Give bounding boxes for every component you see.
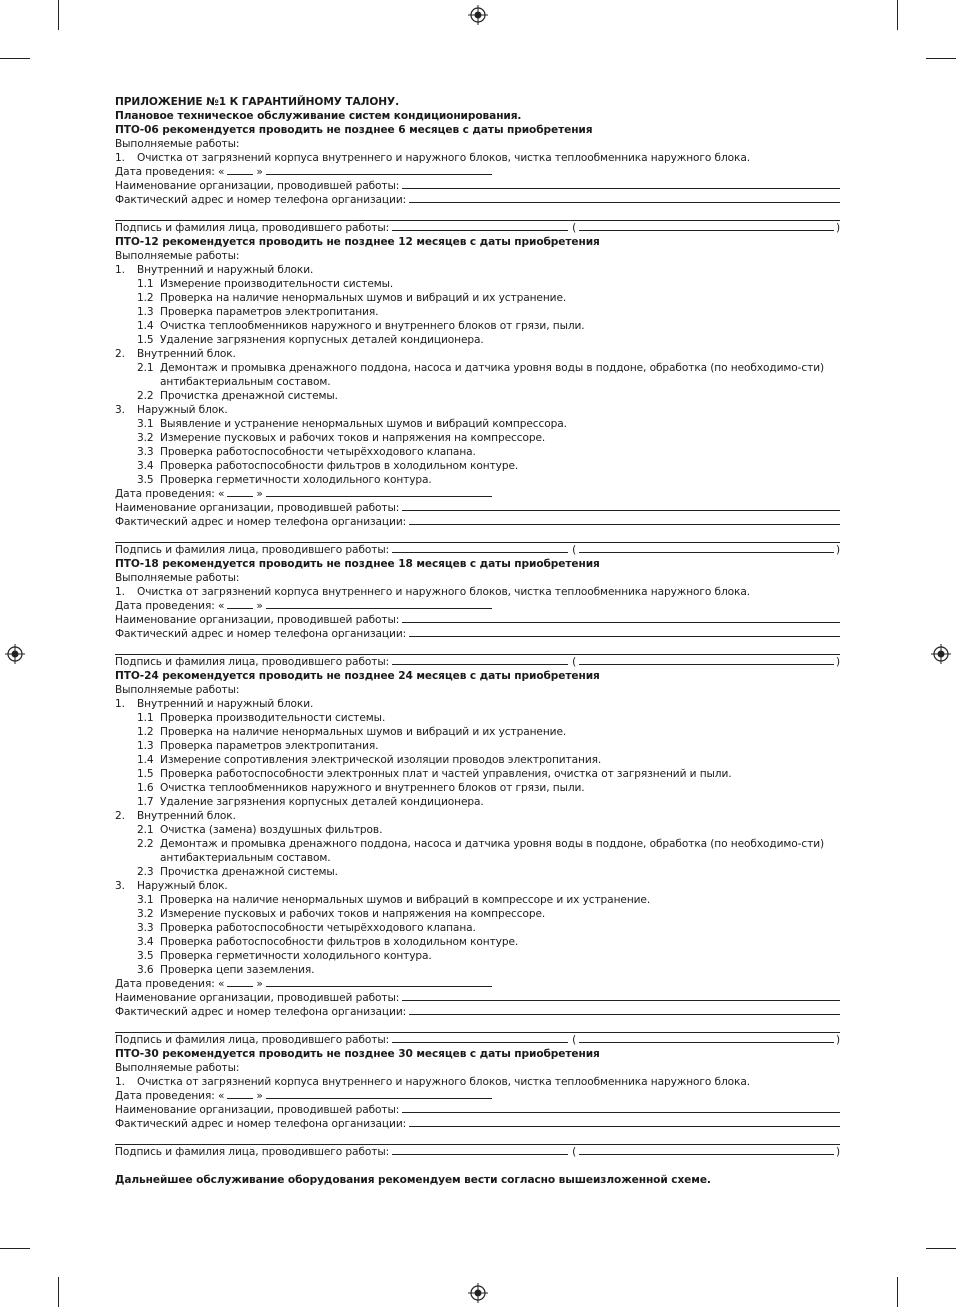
section-heading: ПТО-06 рекомендуется проводить не позднее 6 месяцев с даты приобретения (115, 124, 593, 136)
registration-mark-icon (931, 644, 951, 664)
sub-list-item (115, 823, 840, 837)
date-label: Дата проведения: « (115, 1090, 225, 1102)
date-label: Дата проведения: « (115, 600, 225, 612)
sub-list-item (115, 767, 840, 781)
service-section (115, 557, 840, 669)
close-paren: ) (835, 1146, 840, 1158)
name-field[interactable] (579, 655, 834, 665)
open-paren: ( (572, 544, 577, 556)
signature-field[interactable] (392, 221, 568, 231)
sub-list-item (115, 781, 840, 795)
address-field[interactable] (409, 1117, 840, 1127)
date-month-year-field[interactable] (266, 1089, 492, 1099)
org-field[interactable] (402, 1103, 840, 1113)
org-field[interactable] (402, 991, 840, 1001)
sub-item-text: Демонтаж и промывка дренажного поддона, насоса и датчика уровня воды в поддоне, обработка (по необходимо-сти) антибактериальным составом. (160, 362, 825, 388)
sub-list-item (115, 935, 840, 949)
works-label: Выполняемые работы: (115, 572, 240, 584)
sub-item-text: Проверка производительности системы. (160, 712, 386, 724)
sub-item-number: 3.6 (137, 964, 154, 976)
org-field[interactable] (402, 179, 840, 189)
service-section (115, 123, 840, 235)
signature-row (115, 655, 840, 669)
list-item (115, 151, 840, 165)
address-row (115, 1005, 840, 1019)
sub-list-item (115, 837, 840, 865)
sub-item-number: 3.1 (137, 894, 154, 906)
service-section (115, 1047, 840, 1159)
sub-item-text: Проверка работоспособности фильтров в холодильном контуре. (160, 460, 519, 472)
address-row (115, 193, 840, 207)
signature-label: Подпись и фамилия лица, проводившего работы: (115, 1034, 390, 1046)
section-heading: ПТО-30 рекомендуется проводить не позднее 30 месяцев с даты приобретения (115, 1048, 600, 1060)
name-field[interactable] (579, 1033, 834, 1043)
sub-item-text: Проверка герметичности холодильного контура. (160, 474, 432, 486)
sub-list-item (115, 333, 840, 347)
address-field[interactable] (409, 627, 840, 637)
signature-label: Подпись и фамилия лица, проводившего работы: (115, 222, 390, 234)
sub-item-text: Выявление и устранение ненормальных шумов и вибраций компрессора. (160, 418, 567, 430)
sub-item-text: Проверка работоспособности четырёхходового клапана. (160, 922, 476, 934)
list-item-text: Внутренний и наружный блоки. (137, 264, 314, 276)
crop-mark (926, 1248, 956, 1249)
service-section (115, 235, 840, 557)
sub-item-text: Измерение пусковых и рабочих токов и напряжения на компрессоре. (160, 908, 546, 920)
sub-list-item (115, 865, 840, 879)
sub-item-text: Удаление загрязнения корпусных деталей кондиционера. (160, 796, 484, 808)
page-title: ПРИЛОЖЕНИЕ №1 К ГАРАНТИЙНОМУ ТАЛОНУ. (115, 96, 400, 108)
address-field[interactable] (409, 515, 840, 525)
list-item-number: 1. (115, 698, 125, 710)
address-label: Фактический адрес и номер телефона организации: (115, 1006, 407, 1018)
sub-item-number: 1.2 (137, 726, 154, 738)
footer-note: Дальнейшее обслуживание оборудования рекомендуем вести согласно вышеизложенной схеме. (115, 1174, 711, 1186)
list-item-text: Внутренний блок. (137, 810, 236, 822)
signature-row (115, 221, 840, 235)
name-field[interactable] (579, 1145, 834, 1155)
date-label: Дата проведения: « (115, 166, 225, 178)
sub-item-text: Проверка на наличие ненормальных шумов и вибраций и их устранение. (160, 726, 567, 738)
org-row (115, 501, 840, 515)
sub-item-text: Демонтаж и промывка дренажного поддона, насоса и датчика уровня воды в поддоне, обработка (по необходимо-сти) антибактериальным составом. (160, 838, 825, 864)
close-paren: ) (835, 544, 840, 556)
sub-list-item (115, 907, 840, 921)
org-row (115, 613, 840, 627)
sub-list-item (115, 431, 840, 445)
section-heading: ПТО-24 рекомендуется проводить не позднее 24 месяцев с даты приобретения (115, 670, 600, 682)
sub-list-item (115, 921, 840, 935)
date-day-field[interactable] (227, 165, 253, 175)
open-paren: ( (572, 1034, 577, 1046)
date-quote: » (256, 166, 263, 178)
address-label: Фактический адрес и номер телефона организации: (115, 516, 407, 528)
date-label: Дата проведения: « (115, 978, 225, 990)
list-item (115, 809, 840, 823)
date-quote: » (256, 488, 263, 500)
sub-list-item (115, 319, 840, 333)
org-row (115, 179, 840, 193)
date-row (115, 599, 840, 613)
sub-item-number: 3.2 (137, 432, 154, 444)
section-heading: ПТО-18 рекомендуется проводить не позднее 18 месяцев с даты приобретения (115, 558, 600, 570)
sub-item-text: Проверка цепи заземления. (160, 964, 315, 976)
works-label: Выполняемые работы: (115, 138, 240, 150)
list-item-number: 2. (115, 348, 125, 360)
sub-list-item (115, 725, 840, 739)
sub-list-item (115, 753, 840, 767)
sub-item-number: 1.4 (137, 320, 154, 332)
sub-item-number: 1.5 (137, 768, 154, 780)
signature-field[interactable] (392, 543, 568, 553)
date-quote: » (256, 1090, 263, 1102)
sub-item-number: 3.4 (137, 936, 154, 948)
sub-item-number: 1.1 (137, 712, 154, 724)
sub-item-number: 3.5 (137, 474, 154, 486)
address-field[interactable] (409, 193, 840, 203)
list-item-number: 3. (115, 880, 125, 892)
open-paren: ( (572, 222, 577, 234)
sub-list-item (115, 291, 840, 305)
registration-mark-icon (468, 1283, 488, 1303)
sub-item-number: 3.5 (137, 950, 154, 962)
org-row (115, 1103, 840, 1117)
crop-mark (897, 1277, 898, 1307)
sub-list-item (115, 361, 840, 389)
name-field[interactable] (579, 221, 834, 231)
works-label: Выполняемые работы: (115, 684, 240, 696)
registration-mark-icon (5, 644, 25, 664)
sub-item-number: 1.3 (137, 740, 154, 752)
list-item-text: Очистка от загрязнений корпуса внутреннего и наружного блоков, чистка теплообменника наружного блока. (137, 1076, 750, 1088)
signature-label: Подпись и фамилия лица, проводившего работы: (115, 1146, 390, 1158)
sub-item-number: 1.2 (137, 292, 154, 304)
works-label: Выполняемые работы: (115, 1062, 240, 1074)
list-item (115, 879, 840, 893)
address-label: Фактический адрес и номер телефона организации: (115, 628, 407, 640)
sub-list-item (115, 445, 840, 459)
sub-item-text: Измерение сопротивления электрической изоляции проводов электропитания. (160, 754, 602, 766)
signature-row (115, 1033, 840, 1047)
sub-item-text: Проверка работоспособности четырёхходового клапана. (160, 446, 476, 458)
sub-list-item (115, 305, 840, 319)
sub-list-item (115, 459, 840, 473)
address-field-continued[interactable] (115, 207, 840, 221)
signature-field[interactable] (392, 1145, 568, 1155)
sub-item-text: Измерение производительности системы. (160, 278, 394, 290)
date-month-year-field[interactable] (266, 487, 492, 497)
name-field[interactable] (579, 543, 834, 553)
sub-item-number: 2.1 (137, 824, 154, 836)
sub-item-text: Проверка работоспособности электронных плат и частей управления, очистка от загрязнений и пыли. (160, 768, 732, 780)
close-paren: ) (835, 222, 840, 234)
address-field[interactable] (409, 1005, 840, 1015)
list-item-text: Очистка от загрязнений корпуса внутреннего и наружного блоков, чистка теплообменника наружного блока. (137, 586, 750, 598)
sub-item-number: 2.3 (137, 866, 154, 878)
sub-item-number: 1.1 (137, 278, 154, 290)
org-label: Наименование организации, проводившей работы: (115, 1104, 400, 1116)
date-label: Дата проведения: « (115, 488, 225, 500)
sub-item-number: 3.4 (137, 460, 154, 472)
crop-mark (0, 1248, 30, 1249)
date-row (115, 1089, 840, 1103)
crop-mark (58, 0, 59, 30)
address-field-continued[interactable] (115, 1131, 840, 1145)
signature-row (115, 543, 840, 557)
list-item-number: 1. (115, 152, 125, 164)
list-item-text: Внутренний блок. (137, 348, 236, 360)
sub-item-number: 1.5 (137, 334, 154, 346)
crop-mark (58, 1277, 59, 1307)
sections (115, 123, 840, 1159)
org-field[interactable] (402, 613, 840, 623)
signature-label: Подпись и фамилия лица, проводившего работы: (115, 656, 390, 668)
list-item (115, 585, 840, 599)
sub-list-item (115, 795, 840, 809)
sub-item-number: 1.3 (137, 306, 154, 318)
signature-label: Подпись и фамилия лица, проводившего работы: (115, 544, 390, 556)
date-row (115, 977, 840, 991)
sub-item-text: Очистка (замена) воздушных фильтров. (160, 824, 383, 836)
org-label: Наименование организации, проводившей работы: (115, 180, 400, 192)
date-month-year-field[interactable] (266, 165, 492, 175)
sub-item-number: 1.4 (137, 754, 154, 766)
crop-mark (897, 0, 898, 30)
address-row (115, 627, 840, 641)
date-month-year-field[interactable] (266, 599, 492, 609)
list-item-text: Очистка от загрязнений корпуса внутреннего и наружного блоков, чистка теплообменника наружного блока. (137, 152, 750, 164)
list-item-number: 1. (115, 264, 125, 276)
open-paren: ( (572, 656, 577, 668)
close-paren: ) (835, 656, 840, 668)
sub-list-item (115, 473, 840, 487)
list-item-number: 3. (115, 404, 125, 416)
date-row (115, 487, 840, 501)
date-day-field[interactable] (227, 599, 253, 609)
list-item-number: 1. (115, 1076, 125, 1088)
sub-item-number: 1.7 (137, 796, 154, 808)
list-item (115, 347, 840, 361)
sub-item-text: Прочистка дренажной системы. (160, 390, 338, 402)
date-quote: » (256, 978, 263, 990)
org-row (115, 991, 840, 1005)
list-item-text: Наружный блок. (137, 880, 228, 892)
sub-item-text: Проверка параметров электропитания. (160, 306, 379, 318)
sub-list-item (115, 417, 840, 431)
date-month-year-field[interactable] (266, 977, 492, 987)
org-field[interactable] (402, 501, 840, 511)
address-row (115, 1117, 840, 1131)
sub-item-number: 2.1 (137, 362, 154, 374)
address-label: Фактический адрес и номер телефона организации: (115, 1118, 407, 1130)
sub-item-text: Проверка герметичности холодильного контура. (160, 950, 432, 962)
date-row (115, 165, 840, 179)
section-heading: ПТО-12 рекомендуется проводить не позднее 12 месяцев с даты приобретения (115, 236, 600, 248)
sub-item-number: 2.2 (137, 390, 154, 402)
sub-item-number: 1.6 (137, 782, 154, 794)
sub-item-text: Очистка теплообменников наружного и внутреннего блоков от грязи, пыли. (160, 782, 585, 794)
sub-item-text: Измерение пусковых и рабочих токов и напряжения на компрессоре. (160, 432, 546, 444)
works-label: Выполняемые работы: (115, 250, 240, 262)
service-section (115, 669, 840, 1047)
open-paren: ( (572, 1146, 577, 1158)
list-item (115, 697, 840, 711)
crop-mark (0, 58, 30, 59)
address-row (115, 515, 840, 529)
crop-mark (926, 58, 956, 59)
date-day-field[interactable] (227, 1089, 253, 1099)
date-day-field[interactable] (227, 977, 253, 987)
date-day-field[interactable] (227, 487, 253, 497)
address-field-continued[interactable] (115, 529, 840, 543)
document-body (115, 95, 840, 1187)
sub-item-number: 3.3 (137, 922, 154, 934)
list-item-number: 2. (115, 810, 125, 822)
sub-list-item (115, 277, 840, 291)
org-label: Наименование организации, проводившей работы: (115, 502, 400, 514)
sub-item-number: 3.2 (137, 908, 154, 920)
org-label: Наименование организации, проводившей работы: (115, 614, 400, 626)
sub-item-text: Очистка теплообменников наружного и внутреннего блоков от грязи, пыли. (160, 320, 585, 332)
sub-item-text: Удаление загрязнения корпусных деталей кондиционера. (160, 334, 484, 346)
address-field-continued[interactable] (115, 641, 840, 655)
list-item (115, 263, 840, 277)
signature-field[interactable] (392, 1033, 568, 1043)
sub-list-item (115, 949, 840, 963)
sub-item-text: Прочистка дренажной системы. (160, 866, 338, 878)
address-label: Фактический адрес и номер телефона организации: (115, 194, 407, 206)
list-item (115, 1075, 840, 1089)
sub-item-text: Проверка на наличие ненормальных шумов и вибраций в компрессоре и их устранение. (160, 894, 651, 906)
sub-item-text: Проверка работоспособности фильтров в холодильном контуре. (160, 936, 519, 948)
address-field-continued[interactable] (115, 1019, 840, 1033)
page-subtitle: Плановое техническое обслуживание систем кондиционирования. (115, 110, 522, 122)
list-item-text: Наружный блок. (137, 404, 228, 416)
list-item-text: Внутренний и наружный блоки. (137, 698, 314, 710)
org-label: Наименование организации, проводившей работы: (115, 992, 400, 1004)
list-item (115, 403, 840, 417)
sub-list-item (115, 711, 840, 725)
sub-item-number: 2.2 (137, 838, 154, 850)
sub-list-item (115, 963, 840, 977)
list-item-number: 1. (115, 586, 125, 598)
sub-list-item (115, 893, 840, 907)
sub-item-text: Проверка на наличие ненормальных шумов и вибраций и их устранение. (160, 292, 567, 304)
signature-field[interactable] (392, 655, 568, 665)
registration-mark-icon (468, 5, 488, 25)
date-quote: » (256, 600, 263, 612)
sub-list-item (115, 389, 840, 403)
sub-list-item (115, 739, 840, 753)
sub-item-number: 3.1 (137, 418, 154, 430)
sub-item-text: Проверка параметров электропитания. (160, 740, 379, 752)
signature-row (115, 1145, 840, 1159)
sub-item-number: 3.3 (137, 446, 154, 458)
close-paren: ) (835, 1034, 840, 1046)
